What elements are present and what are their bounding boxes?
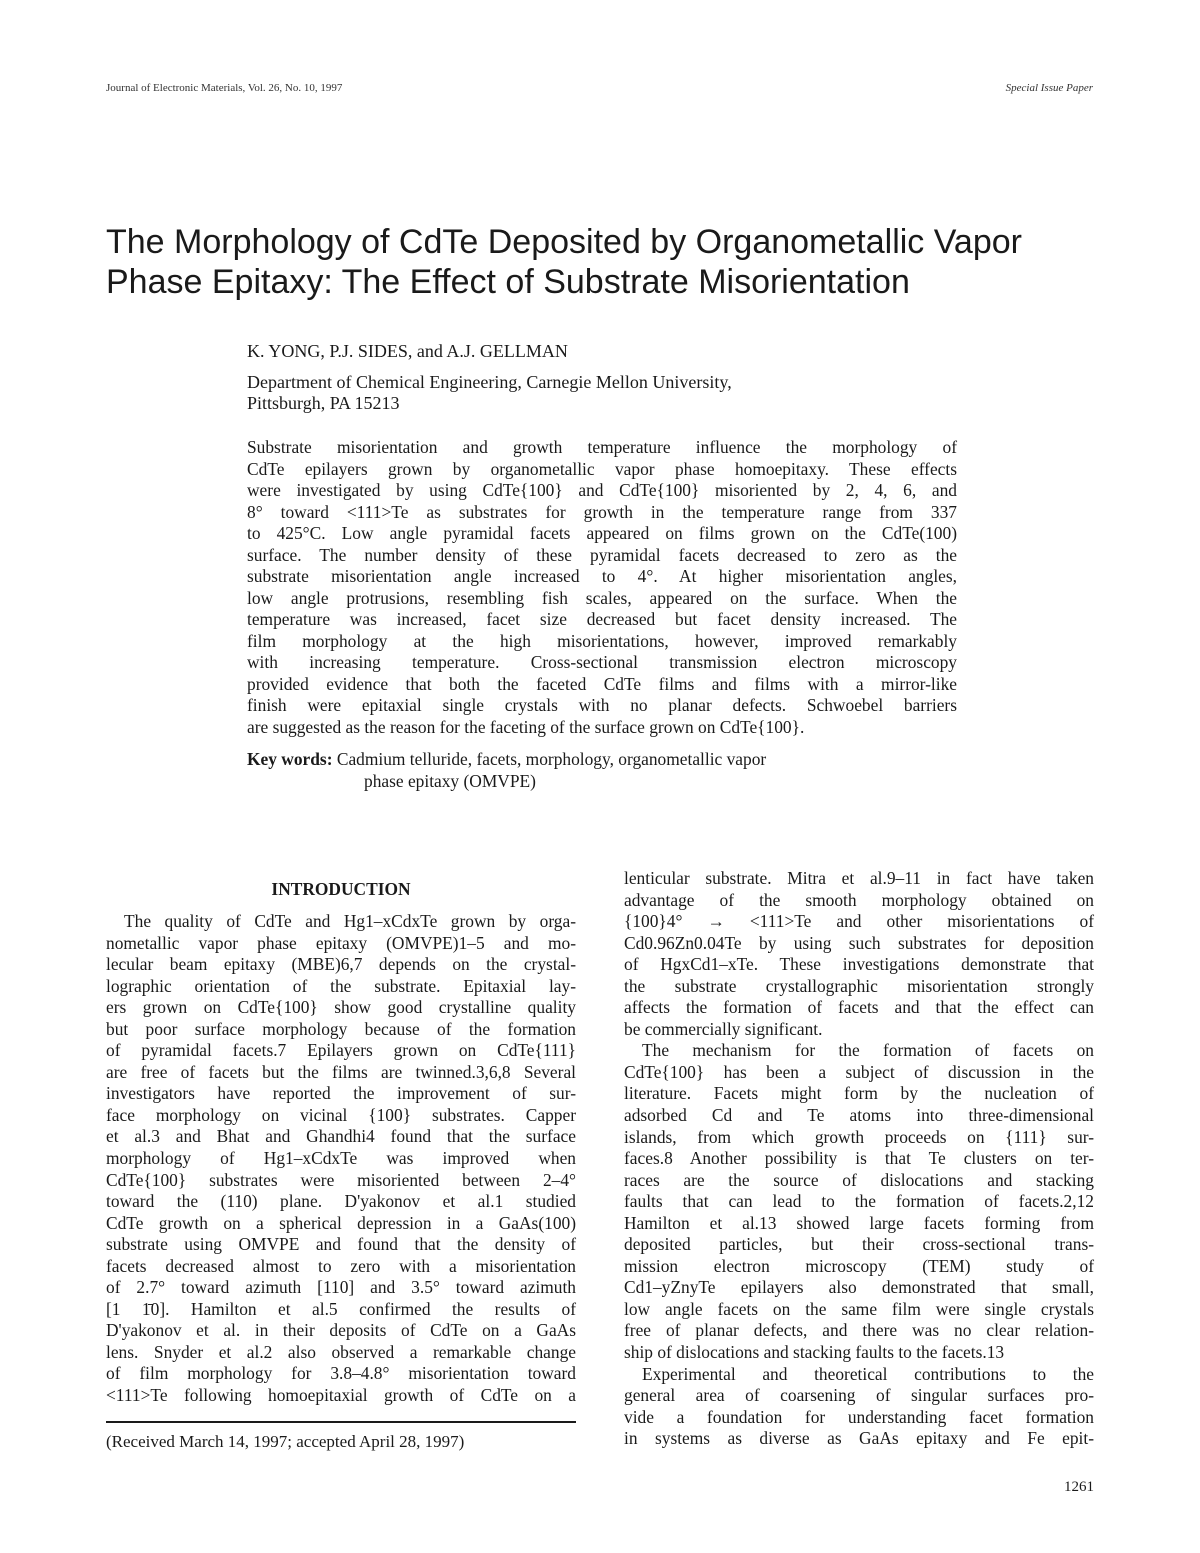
body-line: faults that can lead to the formation of facets.2,12 [624, 1191, 1094, 1212]
affiliation-line: Department of Chemical Engineering, Carnegie Mellon University, [247, 372, 732, 392]
title-line: Phase Epitaxy: The Effect of Substrate Misorientation [106, 263, 910, 301]
keywords-text: Cadmium telluride, facets, morphology, organometallic vapor [336, 749, 767, 769]
body-line: lenticular substrate. Mitra et al.9–11 in fact have taken [624, 868, 1094, 888]
body-line: low angle facets on the same film were single crystals [624, 1298, 1094, 1319]
body-line: faces.8 Another possibility is that Te clusters on ter- [624, 1148, 1094, 1169]
abstract-line: were investigated by using CdTe{100} and CdTe{100} misoriented by 2, 4, 6, and [247, 480, 957, 500]
body-line: ship of dislocations and stacking faults to the facets.13 [624, 1342, 1005, 1363]
body-line: [1 1̄0]. Hamilton et al.5 confirmed the results of [106, 1298, 576, 1319]
body-line: vide a foundation for understanding facet formation [624, 1406, 1094, 1427]
body-line: et al.3 and Bhat and Ghandhi4 found that the surface [106, 1126, 576, 1147]
abstract [247, 437, 957, 738]
body-line: investigators have reported the improvement of sur- [106, 1083, 576, 1104]
authors: K. YONG, P.J. SIDES, and A.J. GELLMAN [247, 341, 568, 361]
abstract-line: with increasing temperature. Cross-sectional transmission electron microscopy [247, 652, 957, 672]
body-line: lens. Snyder et al.2 also observed a remarkable change [106, 1341, 576, 1362]
body-line: <111>Te following homoepitaxial growth of CdTe on a [106, 1385, 576, 1406]
body-line: substrate using OMVPE and found that the density of [106, 1234, 576, 1255]
body-line: D'yakonov et al. in their deposits of CdTe on a GaAs [106, 1320, 576, 1341]
body-line: literature. Facets might form by the nucleation of [624, 1083, 1094, 1104]
body-line: morphology of Hg1–xCdxTe was improved when [106, 1148, 576, 1169]
body-line: islands, from which growth proceeds on {111} sur- [624, 1126, 1094, 1147]
body-line: be commercially significant. [624, 1018, 823, 1039]
body-line: lographic orientation of the substrate. Epitaxial lay- [106, 975, 576, 996]
abstract-line: Substrate misorientation and growth temperature influence the morphology of [247, 437, 957, 457]
affiliation [247, 372, 732, 414]
body-line: CdTe{100} substrates were misoriented between 2–4° [106, 1169, 576, 1190]
body-line: nometallic vapor phase epitaxy (OMVPE)1–5 and mo- [106, 932, 576, 953]
body-line: free of planar defects, and there was no clear relation- [624, 1320, 1094, 1341]
body-line: face morphology on vicinal {100} substrates. Capper [106, 1104, 576, 1125]
body-line: of film morphology for 3.8–4.8° misorientation toward [106, 1363, 576, 1384]
received-note: (Received March 14, 1997; accepted April 28, 1997) [106, 1432, 465, 1451]
left-column [106, 911, 576, 1407]
abstract-line: surface. The number density of these pyramidal facets decreased to zero as the [247, 544, 957, 565]
section-heading-introduction: INTRODUCTION [271, 879, 411, 899]
keywords-line [247, 749, 766, 771]
keywords [247, 749, 766, 792]
journal-header: Journal of Electronic Materials, Vol. 26, No. 10, 1997 [106, 82, 343, 94]
title-line: The Morphology of CdTe Deposited by Organometallic Vapor [106, 223, 1022, 261]
abstract-line: film morphology at the high misorientations, however, improved remarkably [247, 630, 957, 651]
body-line: of HgxCd1–xTe. These investigations demonstrate that [624, 954, 1094, 975]
body-line: mission electron microscopy (TEM) study of [624, 1255, 1094, 1276]
keywords-text-continued: phase epitaxy (OMVPE) [364, 770, 536, 791]
body-line: Cd1–yZnyTe epilayers also demonstrated that small, [624, 1277, 1094, 1298]
abstract-line: provided evidence that both the faceted CdTe films and films with a mirror-like [247, 673, 957, 694]
body-line: races are the source of dislocations and stacking [624, 1169, 1094, 1190]
body-line: CdTe{100} has been a subject of discussion in the [624, 1061, 1094, 1082]
body-line: facets decreased almost to zero with a misorientation [106, 1255, 576, 1276]
abstract-line: temperature was increased, facet size decreased but facet density increased. The [247, 609, 957, 629]
body-line: The quality of CdTe and Hg1–xCdxTe grown by orga- [124, 911, 576, 931]
abstract-line: low angle protrusions, resembling fish scales, appeared on the surface. When the [247, 587, 957, 608]
footnote-divider [106, 1421, 576, 1423]
page-number: 1261 [1064, 1479, 1094, 1495]
affiliation-line: Pittsburgh, PA 15213 [247, 393, 400, 413]
body-line: of 2.7° toward azimuth [110] and 3.5° toward azimuth [106, 1277, 576, 1298]
keywords-label: Key words: [247, 749, 333, 769]
issue-type-label: Special Issue Paper [1005, 82, 1093, 94]
body-line: {100}4° → <111>Te and other misorientations of [624, 911, 1094, 932]
right-column [624, 868, 1094, 1450]
body-line: advantage of the smooth morphology obtained on [624, 889, 1094, 910]
abstract-line: CdTe epilayers grown by organometallic vapor phase homoepitaxy. These effects [247, 458, 957, 479]
body-line: CdTe growth on a spherical depression in a GaAs(100) [106, 1212, 576, 1233]
body-line: the substrate crystallographic misorientation strongly [624, 975, 1094, 996]
body-line: Experimental and theoretical contributions to the [642, 1363, 1094, 1384]
abstract-line: are suggested as the reason for the faceting of the surface grown on CdTe{100}. [247, 716, 805, 737]
body-line: deposited particles, but their cross-sectional trans- [624, 1234, 1094, 1255]
body-line: in systems as diverse as GaAs epitaxy and Fe epit- [624, 1428, 1094, 1449]
abstract-line: 8° toward <111>Te as substrates for growth in the temperature range from 337 [247, 501, 957, 522]
body-line: adsorbed Cd and Te atoms into three-dimensional [624, 1105, 1094, 1126]
abstract-line: to 425°C. Low angle pyramidal facets appeared on films grown on the CdTe(100) [247, 523, 957, 543]
body-line: of pyramidal facets.7 Epilayers grown on CdTe{111} [106, 1040, 576, 1061]
body-line: toward the (110) plane. D'yakonov et al.1 studied [106, 1191, 576, 1212]
body-line: Hamilton et al.13 showed large facets forming from [624, 1212, 1094, 1233]
body-line: The mechanism for the formation of facets on [642, 1040, 1094, 1061]
paper-title [106, 222, 1106, 302]
body-line: are free of facets but the films are twinned.3,6,8 Several [106, 1061, 576, 1082]
body-line: but poor surface morphology because of the formation [106, 1018, 576, 1039]
body-line: affects the formation of facets and that the effect can [624, 997, 1094, 1018]
body-line: Cd0.96Zn0.04Te by using such substrates for deposition [624, 932, 1094, 953]
abstract-line: substrate misorientation angle increased to 4°. At higher misorientation angles, [247, 566, 957, 586]
body-line: ers grown on CdTe{100} show good crystalline quality [106, 997, 576, 1018]
abstract-line: finish were epitaxial single crystals with no planar defects. Schwoebel barriers [247, 695, 957, 715]
body-line: lecular beam epitaxy (MBE)6,7 depends on the crystal- [106, 954, 576, 975]
body-line: general area of coarsening of singular surfaces pro- [624, 1385, 1094, 1406]
